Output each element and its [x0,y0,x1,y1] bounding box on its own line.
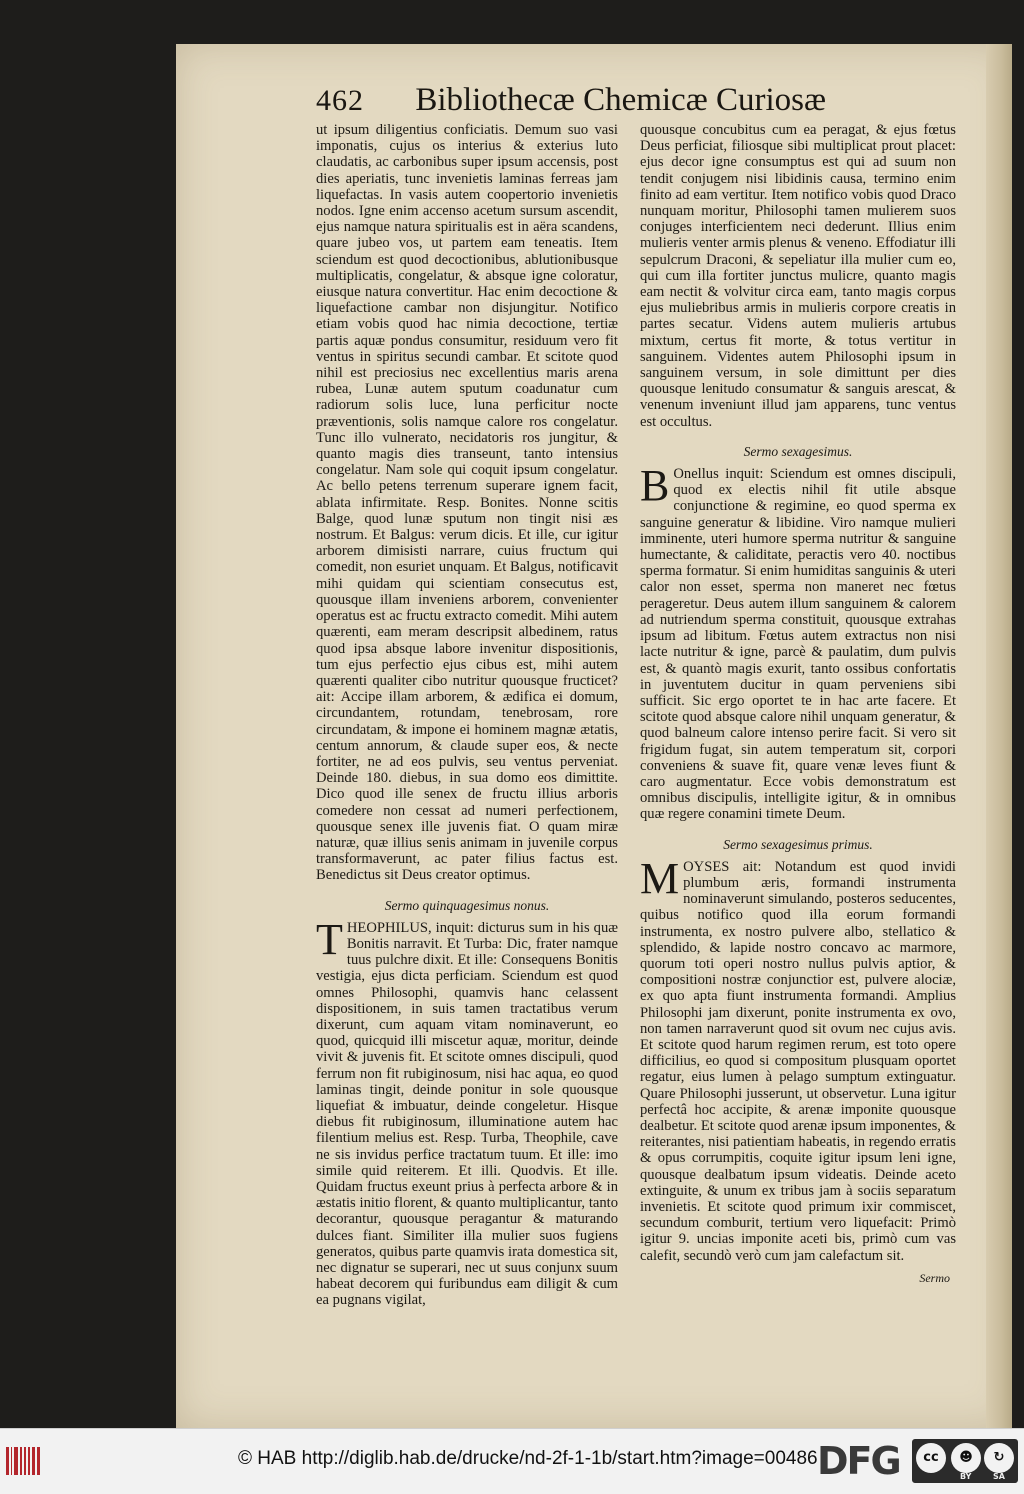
share-alike-icon: ↻ [984,1443,1014,1473]
drop-cap: B [640,461,670,511]
attribution-link[interactable]: © HAB http://diglib.hab.de/drucke/nd-2f-1-1b/start.htm?image=00486 [238,1448,818,1469]
sermon-paragraph [316,914,618,1309]
page-edge [986,44,1012,1428]
drop-cap: T [316,914,343,964]
sermon-paragraph [640,461,956,823]
license-by-label: BY [960,1472,972,1481]
right-column [640,122,956,1286]
dfg-logo[interactable]: DFG [817,1439,900,1483]
catchword: Sermo [919,1270,950,1285]
barcode-icon [6,1447,40,1475]
left-column [316,122,618,1309]
sermon-paragraph [640,853,956,1264]
text-paragraph: quousque concubitus cum ea peragat, & ejus fœtus Deus perficiat, filiosque sibi multiplicat prout placet: ejus decor igne consumptus est qui ad suum non tendit conjugem nisi libidinis causa, termino enim finito ad eam vertitur. Item notifico vobis quod Draco nunquam moritur, Philosophi tamen mulierem suos conjuges interficientem neci dederunt. Illius enim mulieris venter armis plenus & veneno. Effodiatur illi sepulcrum Draconi, & sepeliatur illa mulier cum eo, qui cum illa fortiter junctus mulicre, quanto magis eam nectit & volvitur circa eam, tanto magis corpus ejus muliebribus armis in mulieris corpore creatis in partes secatur. Videns autem mulieris artubus mixtum, certus fit morte, & totus vertitur in sanguinem. Videntes autem Philosophi ipsum in sanguinem versum, in sole dimittunt per dies quousque lenitudo consumatur & sanguis arescat, & venenum inveniunt illud jam apparens, tunc ventus est occultus. [640,122,956,430]
running-title: Bibliothecæ Chemicæ Curiosæ [415,82,826,118]
paragraph-text: HEOPHILUS, inquit: dicturus sum in his quæ Bonitis narravit. Et Turba: Dic, frater namque tuus pulchre dixit. Et ille: Consequens Bonitis vestigia, ejus dicta perficiam. Sciendum est quod omnes Philosophi, quamvis hanc celassent dispositionem, in suis tamen tractatibus verum dixerunt, cum aquam vitam nominaverunt, eo quod, quicquid illi miscetur aquæ, moritur, deinde vivit & juvenis fit. Et scitote omnes discipuli, quod ferrum non fit rubiginosum, nisi hac aqua, eo quod laminas tingit, deinde ponitur in sole quousque liquefiat & imbuatur, deinde congeletur. Hisque diebus fit rubiginosum, illuminatione autem hac filentium melius est. Resp. Turba, Theophile, cave ne sis invidus perfice tractatum tuum. Et ille: imo simile quid reiterem. Et illi. Quodvis. Et ille. Quidam fructus exeunt prius à perfecta arbore & in æstatis initio florent, & quanto multiplicantur, tanto decorantur, quousque peragantur & maturando dulces fiant. Similiter illa mulier suos fugiens generatos, quibus parte quamvis irata domestica sit, nec dignatur se superari, nec ut suus conjunx suum habeat decorem qui furibundus eam diligit & cum ea pugnans vigilat, [316,919,618,1309]
sermon-heading: Sermo quinquagesimus nonus. [384,897,550,913]
sermon-heading: Sermo sexagesimus. [743,443,853,459]
license-sa-label: SA [993,1472,1005,1481]
drop-cap: M [640,853,680,903]
cc-license-badge[interactable] [912,1439,1018,1483]
text-paragraph: ut ipsum diligentius conficiatis. Demum suo vasi imponatis, cujus os interius & exterius luto claudatis, ac carbonibus super ipsum accensis, post dies aperiatis, tunc invenietis laminas ferreas jam liquefactas. In vasis autem coopertorio invenietis nodos. Igne enim accenso acetum sursum ascendit, ejus namque natura spiritualis est in aëra scandens, quare jubeo vos, ut partem eam teneatis. Item sciendum est quod decoctionibus, ablutionibusque multiplicatis, congelatur, & absque igne coloratur, eiusque natura convertitur. Hac enim decoctione & liquefactione cambar non disjungitur. Notifico etiam vobis quod hac nimia decoctione, tertiæ partis aquæ pondus consumitur, residuum vero fit ventus in spiritus secundi cambar. Et scitote quod nihil est preciosius nec excellentius maris arena rubea, Lunæ autem sputum coadunatur cum radiorum solis luce, luna perficitur nocte præventionis, solis namque calore ros congelatur. Tunc illo vulnerato, necidatoris ros jungitur, & quanto magis dies transeunt, tanto intensius congelatur. Nam sole qui coquit ipsum congelatur. Ac bello petens terrenum superare ignem facit, ablata infirmitate. Resp. Bonites. Nonne scitis Balge, quod lunæ sputum non tingit nisi æs nostrum. Et Balgus: verum dicis. Et ille, cur igitur arborem dimisisti narrare, cuius fructum qui comedit, non esuriet unquam. Et Balgus, notificavit mihi quidam qui scientiam consecutus est, quousque illam inveniens arborem, convenienter operatus est ac fructu extracto comedit. Mihi autem quærenti, eam meram descripsit albedinem, ratus quod ipsa absque labore invenitur dispositionis, tum ejus perfectio ejus cibus est, mihi autem quærenti qualiter cibo nutritur quousque fructicet? ait: Accipe illam arborem, & ædifica ei domum, circundantem, rotundam, tenebrosam, rore circundatam, & impone ei hominem magnæ ætatis, centum annorum, & claude super eos, & necte fortiter, ne ad eos pulvis, seu ventus perveniat. Deinde 180. diebus, in sua domo eos dimittite. Dico quod ille senex de fructu illius arboris comedere non cessat ad numeri perfectionem, quousque senex ille juvenis fiat. O quam miræ naturæ, quæ illius senis animam in juvenile corpus transformaverunt, ac pater filius factus est. Benedictus sit Deus creator optimus. [316,122,618,884]
cc-icon: cc [916,1443,946,1473]
paragraph-text: Onellus inquit: Sciendum est omnes discipuli, quod ex electis nihil fit utile absque conjunctione & regimine, eo quod sperma ex sanguine generatur & libidine. Viro namque mulieri imminente, uteri humore sperma nutritur & sanguine humectante, & caliditate, peractis vero 40. noctibus sperma formatur. Si enim humiditas sanguinis & uteri calor non esset, sperma non maneret nec fœtus perageretur. Deus autem illum sanguinem & calorem ad nutriendum sperma constituit, quousque extrahas ipsum ad libitum. Fœtus autem extractus non nisi lacte nutritur & igne, parcè & paulatim, dum pulvis est, & quantò magis exurit, tanto ossibus confortatis in juventutem ducitur in quam perveniens sibi sufficit. Sic ergo oportet te in hac arte facere. Et scitote quod absque calore nihil unquam generatur, & quod balneum calore intenso perire facit. Si vero sit frigidum fugat, sin autem temperatum sit, corpori conveniens & suave fit, quare venæ leves fiunt & caro augmentatur. Ecce vobis demonstratum est omnibus discipulis, intelligite igitur, & in omnibus quæ regere conamini timete Deum. [640,466,956,823]
page-header [316,82,826,126]
footer-bar [0,1428,1024,1494]
paragraph-text: OYSES ait: Notandum est quod invidi plumbum æris, formandi instrumenta nominaverunt simulando, posteros seducentes, quibus notifico quod illa eorum formandi instrumenta, ex nostro pulvere albo, stellatico & splendido, & lapide nostro concavo ac marmore, quorum toti operi nostro nullus pulvis aptior, & compositioni nostræ conjunctior est, pulvere alociæ, ex quo apta fiunt instrumenta formandi. Amplius Philosophi jam dixerunt, ponite instrumenta ex ovo, non tamen narraverunt quod sit ovum nec cujus avis. Et scitote quod harum regimen rerum, est toto opere difficilius, eo quod si compositum plusquam oportet regatur, eius lumen à pelago sumptum extinguatur. Quare Philosophi jusserunt, ut observetur. Luna igitur perfectâ hoc accipite, & arenæ imponite quousque dealbetur. Et scitote quod arenæ ipsum imponentes, & reiterantes, nisi patientiam habeatis, in regendo erratis & opus corrumpitis, coquite igitur ipsum leni igne, quousque dealbatum ipsum videatis. Deinde aceto extinguite, & unum ex tribus jam à sociis separatum invenietis. Et scitote quod primum ixir commiscet, secundum comburit, tertium vero liquefacit: Primò igitur 9. uncias imponite aceti bis, primò cum vas calefit, secundò verò cum jam calefactum sit. [640,858,956,1264]
sermon-heading: Sermo sexagesimus primus. [723,836,873,852]
by-person-icon: ☻ [951,1443,981,1473]
page-number: 462 [316,84,364,117]
